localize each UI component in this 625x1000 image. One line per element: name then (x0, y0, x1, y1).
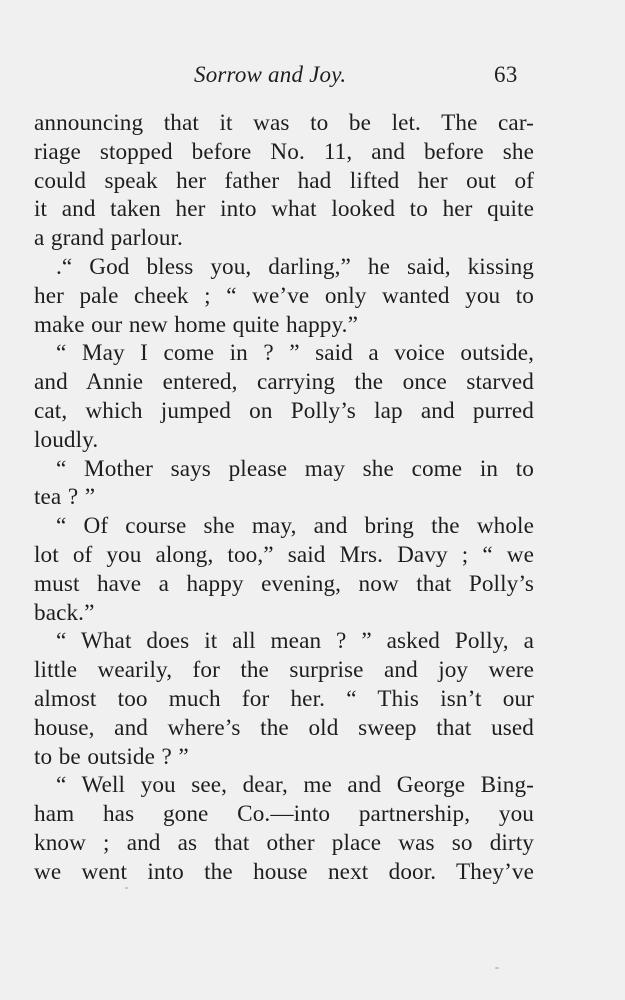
text-line: “ Mother says please may she come in to (56, 455, 534, 482)
text-line: little wearily, for the surprise and joy were (34, 657, 534, 684)
text-line: ham has gone Co.—into partnership, you (34, 801, 534, 828)
running-title: Sorrow and Joy. (194, 62, 347, 87)
text-line: back.” (34, 599, 95, 626)
text-line: almost too much for her. “ This isn’t our (34, 685, 534, 712)
text-line: “ Of course she may, and bring the whole (56, 513, 534, 540)
text-line: her pale cheek ; “ we’ve only wanted you to (34, 282, 534, 309)
text-line: “ Well you see, dear, me and George Bing- (56, 772, 534, 799)
text-line: house, and where’s the old sweep that used (34, 714, 534, 741)
text-line: lot of you along, too,” said Mrs. Davy ; “ we (34, 541, 534, 568)
text-line: make our new home quite happy.” (34, 311, 358, 338)
text-line: a grand parlour. (34, 225, 183, 252)
text-line: to be outside ? ” (34, 743, 189, 770)
text-line: loudly. (34, 426, 99, 453)
page-header (0, 58, 625, 92)
text-line: “ May I come in ? ” said a voice outside, (56, 340, 534, 367)
text-line: “ What does it all mean ? ” asked Polly, a (56, 628, 534, 655)
page-number: 63 (494, 62, 518, 87)
text-line: must have a happy evening, now that Polly’s (34, 570, 534, 597)
text-line: it and taken her into what looked to her quite (34, 196, 534, 223)
text-line: tea ? ” (34, 484, 96, 511)
paper-speck (125, 887, 128, 889)
text-line: could speak her father had lifted her out of (34, 167, 534, 194)
text-line: riage stopped before No. 11, and before she (34, 138, 534, 165)
text-line: know ; and as that other place was so dirty (34, 829, 534, 856)
paper-speck (495, 967, 499, 969)
text-line: announcing that it was to be let. The car- (34, 110, 534, 136)
body-text (34, 109, 534, 887)
text-line: cat, which jumped on Polly’s lap and purred (34, 397, 534, 424)
text-line: we went into the house next door. They’ve (34, 858, 534, 885)
text-line: and Annie entered, carrying the once starved (34, 369, 534, 396)
text-line: .“ God bless you, darling,” he said, kissing (56, 253, 534, 280)
